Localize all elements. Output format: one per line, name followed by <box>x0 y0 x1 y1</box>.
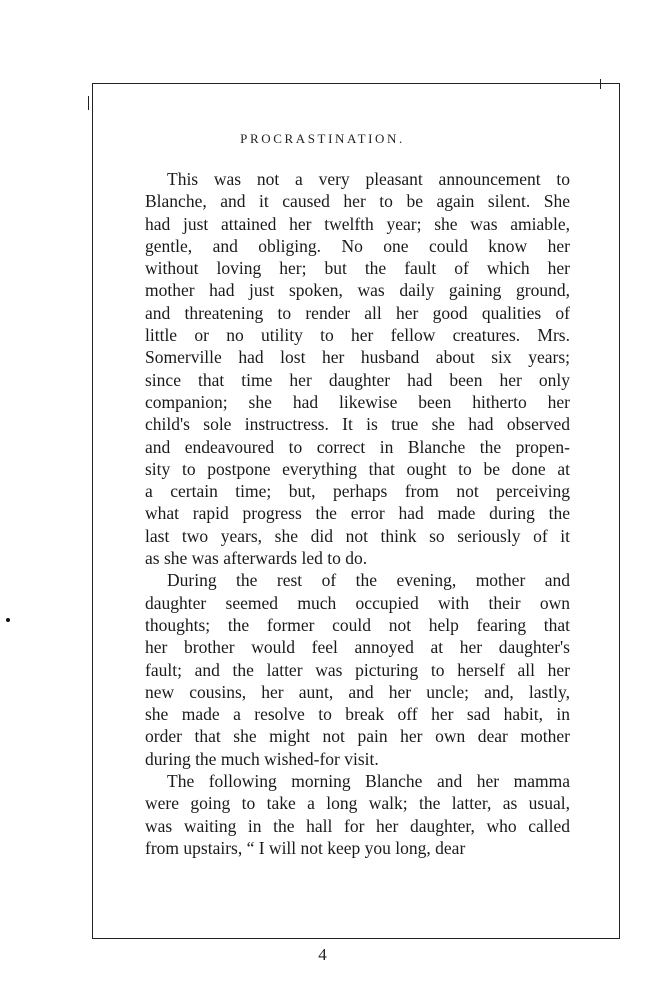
text-line: mother had just spoken, was daily gaining ground, <box>145 280 570 301</box>
text-line: daughter seemed much occupied with their own <box>145 592 570 613</box>
text-line: child's sole instructress. It is true she had observed <box>145 414 570 435</box>
text-line: companion; she had likewise been hitherto her <box>145 391 570 412</box>
text-line: during the much wished-for visit. <box>145 748 379 769</box>
text-line: and threatening to render all her good qualities of <box>145 302 570 323</box>
ink-speck <box>6 618 10 622</box>
text-line: fault; and the latter was picturing to herself all her <box>145 659 570 680</box>
text-line: she made a resolve to break off her sad habit, in <box>145 704 570 725</box>
body-text <box>145 168 570 859</box>
text-line: since that time her daughter had been her only <box>145 369 570 390</box>
text-line: had just attained her twelfth year; she was amiable, <box>145 213 570 234</box>
text-line: and endeavoured to correct in Blanche the propen- <box>145 436 570 457</box>
text-line: from upstairs, “ I will not keep you long, dear <box>145 837 466 858</box>
running-head: PROCRASTINATION. <box>240 131 405 146</box>
text-line: a certain time; but, perhaps from not perceiving <box>145 481 570 502</box>
paragraph-2 <box>145 569 570 770</box>
text-line: as she was afterwards led to do. <box>145 548 368 569</box>
text-line: Somerville had lost her husband about six years; <box>145 347 570 368</box>
text-line: what rapid progress the error had made during the <box>145 503 570 524</box>
text-line: her brother would feel annoyed at her daughter's <box>145 637 570 658</box>
text-line: sity to postpone everything that ought to be done at <box>145 458 570 479</box>
text-line: order that she might not pain her own dear mother <box>145 726 570 747</box>
text-line: last two years, she did not think so seriously of it <box>145 525 570 546</box>
text-line: gentle, and obliging. No one could know her <box>145 235 570 256</box>
text-line: were going to take a long walk; the latter, as usual, <box>145 793 570 814</box>
frame-tick-left <box>88 96 89 110</box>
frame-tick-top <box>600 79 601 89</box>
text-line: without loving her; but the fault of which her <box>145 258 570 279</box>
text-line: new cousins, her aunt, and her uncle; and, lastly, <box>145 681 570 702</box>
text-line: The following morning Blanche and her mamma <box>167 771 570 792</box>
page-number: 4 <box>318 945 327 964</box>
text-line: During the rest of the evening, mother and <box>167 570 570 591</box>
paragraph-3 <box>145 770 570 859</box>
paragraph-1 <box>145 168 570 569</box>
text-line: was waiting in the hall for her daughter, who called <box>145 815 570 836</box>
text-line: thoughts; the former could not help fearing that <box>145 614 570 635</box>
text-line: Blanche, and it caused her to be again silent. She <box>145 191 570 212</box>
text-line: This was not a very pleasant announcement to <box>167 169 570 189</box>
text-line: little or no utility to her fellow creatures. Mrs. <box>145 325 570 346</box>
